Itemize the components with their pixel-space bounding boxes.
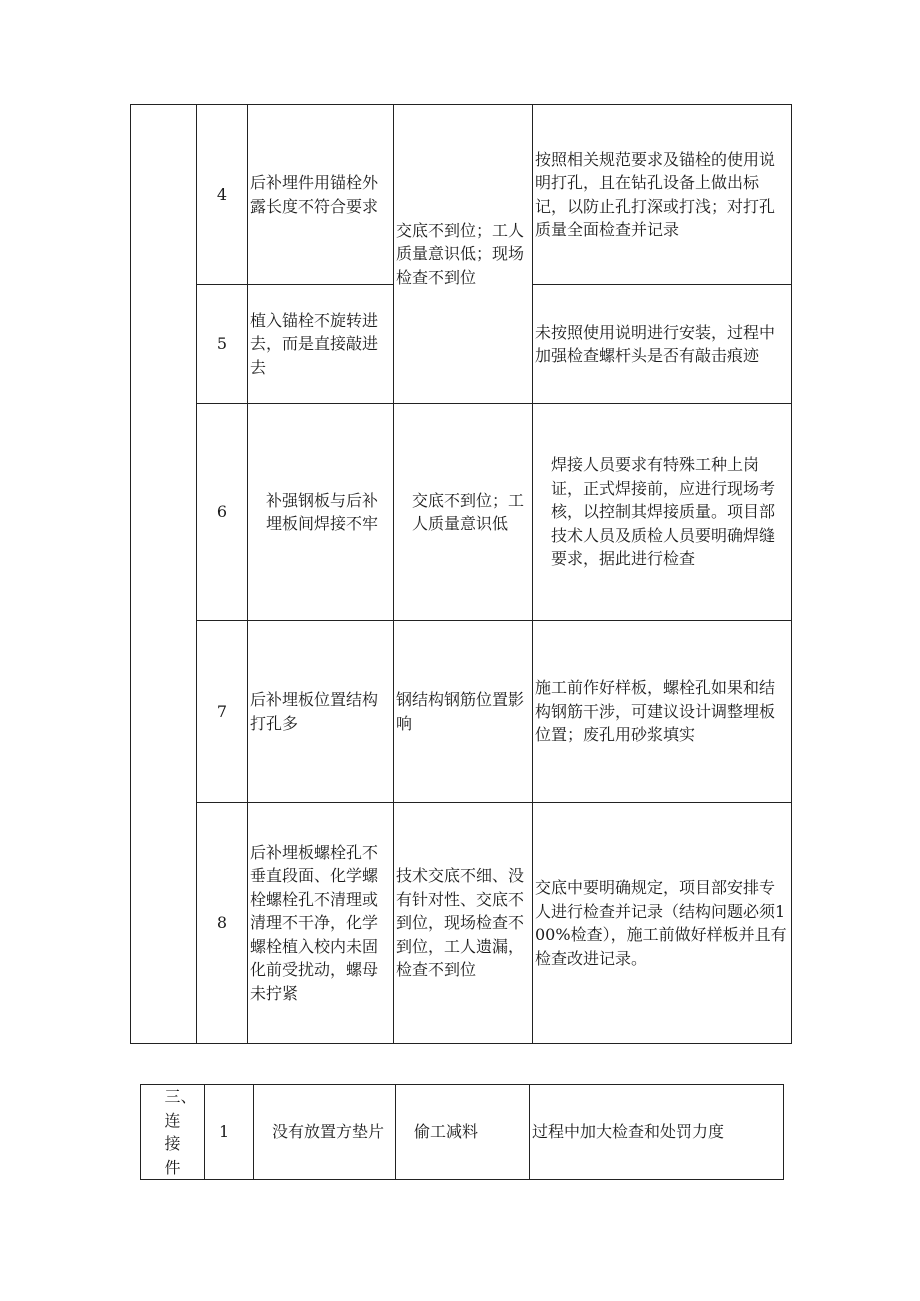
row-number: 4 [197,105,248,285]
problem-cell: 后补埋板位置结构打孔多 [248,621,394,803]
cause-cell: 偷工减料 [396,1085,530,1180]
row-number: 8 [197,803,248,1044]
problem-cell: 植入锚栓不旋转进去，而是直接敲进去 [248,285,394,404]
quality-issues-table [130,104,792,1044]
table-row [131,621,792,803]
problem-cell: 没有放置方垫片 [254,1085,396,1180]
table-row [141,1085,784,1180]
problem-cell: 后补埋板螺栓孔不垂直段面、化学螺栓螺栓孔不清理或清理不干净，化学螺栓植入校内未固化前受扰动，螺母未拧紧 [248,803,394,1044]
cause-cell: 交底不到位；工人质量意识低 [394,404,533,621]
measure-cell: 按照相关规范要求及锚栓的使用说明打孔，且在钻孔设备上做出标记，以防止孔打深或打浅；对打孔质量全面检查并记录 [533,105,792,285]
problem-cell: 补强钢板与后补埋板间焊接不牢 [248,404,394,621]
category-cell [131,105,197,1044]
table-row [131,404,792,621]
measure-cell: 焊接人员要求有特殊工种上岗证，正式焊接前，应进行现场考核，以控制其焊接质量。项目部技术人员及质检人员要明确焊缝要求，据此进行检查 [533,404,792,621]
row-number: 6 [197,404,248,621]
connector-issues-table [140,1084,784,1180]
cause-cell: 交底不到位；工人质量意识低；现场检查不到位 [394,105,533,404]
measure-cell: 未按照使用说明进行安装，过程中加强检查螺杆头是否有敲击痕迹 [533,285,792,404]
measure-cell: 施工前作好样板，螺栓孔如果和结构钢筋干涉，可建议设计调整埋板位置；废孔用砂浆填实 [533,621,792,803]
cause-cell: 钢结构钢筋位置影响 [394,621,533,803]
problem-cell: 后补埋件用锚栓外露长度不符合要求 [248,105,394,285]
table-row [131,803,792,1044]
row-number: 1 [205,1085,254,1180]
table-row [131,105,792,285]
cause-cell: 技术交底不细、没有针对性、交底不到位，现场检查不到位，工人遗漏，检查不到位 [394,803,533,1044]
category-label: 三、连接件 [164,1087,197,1177]
row-number: 5 [197,285,248,404]
category-cell [141,1085,205,1180]
measure-cell: 交底中要明确规定，项目部安排专人进行检查并记录（结构问题必须100%检查），施工前做好样板并且有检查改进记录。 [533,803,792,1044]
row-number: 7 [197,621,248,803]
measure-cell: 过程中加大检查和处罚力度 [530,1085,784,1180]
